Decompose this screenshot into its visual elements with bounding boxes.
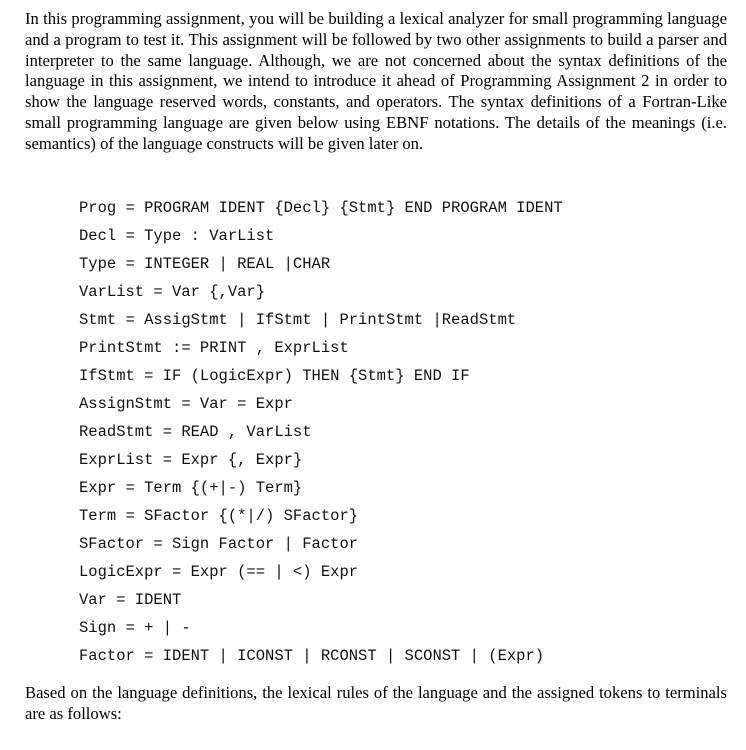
- grammar-rule-sign: Sign = + | -: [79, 619, 191, 637]
- grammar-rule-type: Type = INTEGER | REAL |CHAR: [79, 255, 331, 273]
- grammar-rule-term: Term = SFactor {(*|/) SFactor}: [79, 507, 359, 525]
- grammar-rule-prog: Prog = PROGRAM IDENT {Decl} {Stmt} END PROGRAM IDENT: [79, 199, 563, 217]
- grammar-rule-printstmt: PrintStmt := PRINT , ExprList: [79, 339, 349, 357]
- intro-paragraph: In this programming assignment, you will be building a lexical analyzer for small programming language and a program to test it. This assignment will be followed by two other assignments to build a parser and interpreter to the same language. Although, we are not concerned about the syntax definitions of the language in this assignment, we intend to introduce it ahead of Programming Assignment 2 in order to show the language reserved words, constants, and operators. The syntax definitions of a Fortran-Like small programming language are given below using EBNF notations. The details of the meanings (i.e. semantics) of the language constructs will be given later on.: [25, 9, 727, 153]
- grammar-rule-expr: Expr = Term {(+|-) Term}: [79, 479, 303, 497]
- grammar-rule-stmt: Stmt = AssigStmt | IfStmt | PrintStmt |ReadStmt: [79, 311, 517, 329]
- grammar-rule-factor: Factor = IDENT | ICONST | RCONST | SCONST | (Expr): [79, 647, 545, 665]
- grammar-rule-logicexpr: LogicExpr = Expr (== | <) Expr: [79, 563, 359, 581]
- grammar-rule-ifstmt: IfStmt = IF (LogicExpr) THEN {Stmt} END IF: [79, 367, 470, 385]
- ebnf-grammar-block: [79, 194, 563, 670]
- grammar-rule-exprlist: ExprList = Expr {, Expr}: [79, 451, 303, 469]
- grammar-rule-varlist: VarList = Var {,Var}: [79, 283, 266, 301]
- grammar-rule-assignstmt: AssignStmt = Var = Expr: [79, 395, 293, 413]
- grammar-rule-sfactor: SFactor = Sign Factor | Factor: [79, 535, 359, 553]
- grammar-rule-decl: Decl = Type : VarList: [79, 227, 275, 245]
- grammar-rule-var: Var = IDENT: [79, 591, 182, 609]
- grammar-rule-readstmt: ReadStmt = READ , VarList: [79, 423, 312, 441]
- closing-paragraph: Based on the language definitions, the lexical rules of the language and the assigned tokens to terminals are as follows:: [25, 683, 727, 723]
